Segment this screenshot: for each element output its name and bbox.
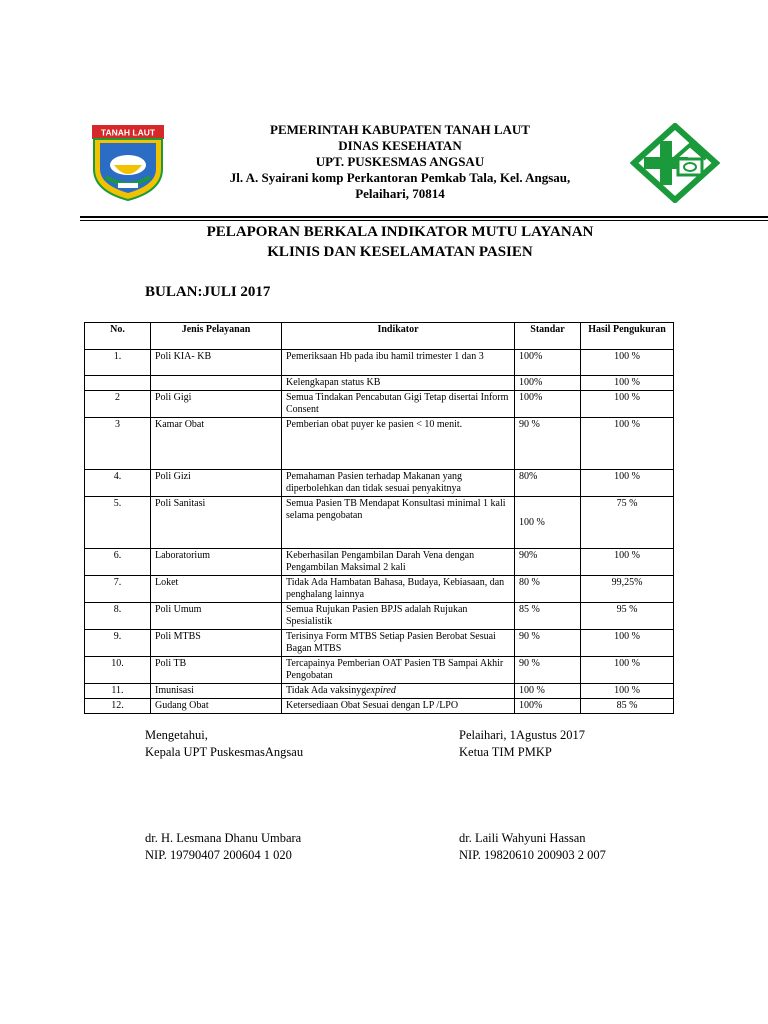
header-line-4: Jl. A. Syairani komp Perkantoran Pemkab Tala, Kel. Angsau, xyxy=(229,170,571,185)
table-row xyxy=(85,630,674,657)
cell-standar: 90 % xyxy=(515,657,581,684)
table-row xyxy=(85,699,674,714)
cell-standar: 90 % xyxy=(515,630,581,657)
cell-jenis: Poli TB xyxy=(151,657,282,684)
table-row xyxy=(85,657,674,684)
sig-right-line2: Ketua TIM PMKP xyxy=(459,745,552,759)
signature-right-name xyxy=(459,830,606,864)
header-line-3: UPT. PUSKESMAS ANGSAU xyxy=(315,154,485,169)
sig-right-line1: Pelaihari, 1Agustus 2017 xyxy=(459,728,586,742)
col-header-standar: Standar xyxy=(515,323,581,350)
cell-hasil: 99,25% xyxy=(581,576,674,603)
cell-jenis: Poli Umum xyxy=(151,603,282,630)
header-rule-thick xyxy=(80,216,768,218)
header-line-5: Pelaihari, 70814 xyxy=(355,186,445,201)
sig-right-name: dr. Laili Wahyuni Hassan xyxy=(459,831,586,845)
cell-no: 11. xyxy=(85,684,151,699)
cell-jenis: Poli MTBS xyxy=(151,630,282,657)
cell-jenis: Loket xyxy=(151,576,282,603)
cell-hasil: 100 % xyxy=(581,418,674,470)
cell-indikator: Terisinya Form MTBS Setiap Pasien Berobat Sesuai Bagan MTBS xyxy=(282,630,515,657)
cell-no xyxy=(85,376,151,391)
cell-standar: 100% xyxy=(515,376,581,391)
cell-jenis: Poli Sanitasi xyxy=(151,497,282,549)
cell-standar: 100% xyxy=(515,391,581,418)
title-line-2: KLINIS DAN KESELAMATAN PASIEN xyxy=(267,244,533,260)
cell-no: 3 xyxy=(85,418,151,470)
tanah-laut-emblem-icon xyxy=(92,125,164,201)
cell-no: 1. xyxy=(85,350,151,376)
cell-no: 12. xyxy=(85,699,151,714)
signature-left-header xyxy=(145,727,303,761)
signature-left-name xyxy=(145,830,301,864)
sig-left-name: dr. H. Lesmana Dhanu Umbara xyxy=(145,831,302,845)
puskesmas-logo-icon xyxy=(630,123,720,203)
cell-hasil: 100 % xyxy=(581,684,674,699)
sig-left-line2: Kepala UPT PuskesmasAngsau xyxy=(145,745,304,759)
cell-jenis: Kamar Obat xyxy=(151,418,282,470)
cell-no: 7. xyxy=(85,576,151,603)
cell-hasil: 100 % xyxy=(581,470,674,497)
col-header-jenis: Jenis Pelayanan xyxy=(151,323,282,350)
title-line-1: PELAPORAN BERKALA INDIKATOR MUTU LAYANAN xyxy=(206,224,594,240)
cell-hasil: 95 % xyxy=(581,603,674,630)
table-row xyxy=(85,684,674,699)
cell-jenis: Poli KIA- KB xyxy=(151,350,282,376)
document-title xyxy=(90,222,710,262)
table-row xyxy=(85,350,674,376)
cell-indikator: Pemeriksaan Hb pada ibu hamil trimester 1 dan 3 xyxy=(282,350,515,376)
cell-jenis xyxy=(151,376,282,391)
table-row xyxy=(85,391,674,418)
cell-indikator: Tidak Ada Hambatan Bahasa, Budaya, Kebiasaan, dan penghalang lainnya xyxy=(282,576,515,603)
header-line-2: DINAS KESEHATAN xyxy=(338,138,462,153)
cell-hasil: 100 % xyxy=(581,630,674,657)
cell-hasil: 85 % xyxy=(581,699,674,714)
col-header-indikator: Indikator xyxy=(282,323,515,350)
cell-jenis: Gudang Obat xyxy=(151,699,282,714)
cell-jenis: Poli Gizi xyxy=(151,470,282,497)
cell-standar: 100% xyxy=(515,699,581,714)
cell-no: 9. xyxy=(85,630,151,657)
indicator-table xyxy=(84,322,674,714)
cell-indikator: Semua Rujukan Pasien BPJS adalah Rujukan Spesialistik xyxy=(282,603,515,630)
cell-standar: 80 % xyxy=(515,576,581,603)
cell-hasil: 75 % xyxy=(581,497,674,549)
cell-standar: 100% xyxy=(515,350,581,376)
cell-indikator: Ketersediaan Obat Sesuai dengan LP /LPO xyxy=(282,699,515,714)
logo-text: TANAH LAUT xyxy=(100,127,156,138)
col-header-hasil: Hasil Pengukuran xyxy=(581,323,674,350)
header-line-1: PEMERINTAH KABUPATEN TANAH LAUT xyxy=(270,122,530,137)
letterhead xyxy=(170,122,630,202)
table-row xyxy=(85,376,674,391)
cell-jenis: Imunisasi xyxy=(151,684,282,699)
cell-indikator xyxy=(282,684,515,699)
cell-hasil: 100 % xyxy=(581,391,674,418)
cell-indikator: Tercapainya Pemberian OAT Pasien TB Sampai Akhir Pengobatan xyxy=(282,657,515,684)
cell-indikator: Pemberian obat puyer ke pasien < 10 menit. xyxy=(282,418,515,470)
cell-indikator: Kelengkapan status KB xyxy=(282,376,515,391)
cell-no: 10. xyxy=(85,657,151,684)
cell-hasil: 100 % xyxy=(581,549,674,576)
header-rule-thin xyxy=(80,220,768,221)
cell-no: 8. xyxy=(85,603,151,630)
table-row xyxy=(85,576,674,603)
cell-standar: 90% xyxy=(515,549,581,576)
cell-no: 2 xyxy=(85,391,151,418)
sig-left-line1: Mengetahui, xyxy=(145,728,208,742)
cell-indikator: Semua Pasien TB Mendapat Konsultasi minimal 1 kali selama pengobatan xyxy=(282,497,515,549)
cell-no: 5. xyxy=(85,497,151,549)
cell-standar: 80% xyxy=(515,470,581,497)
sig-right-nip: NIP. 19820610 200903 2 007 xyxy=(459,848,606,862)
table-row xyxy=(85,418,674,470)
cell-hasil: 100 % xyxy=(581,350,674,376)
cell-standar: 90 % xyxy=(515,418,581,470)
table-row xyxy=(85,549,674,576)
signature-right-header xyxy=(459,727,585,761)
cell-standar: 100 % xyxy=(515,497,581,549)
sig-left-nip: NIP. 19790407 200604 1 020 xyxy=(145,848,292,862)
cell-standar: 100 % xyxy=(515,684,581,699)
cell-hasil: 100 % xyxy=(581,376,674,391)
col-header-no: No. xyxy=(85,323,151,350)
table-row xyxy=(85,470,674,497)
report-month: BULAN:JULI 2017 xyxy=(145,284,271,300)
cell-indikator: Keberhasilan Pengambilan Darah Vena dengan Pengambilan Maksimal 2 kali xyxy=(282,549,515,576)
cell-standar: 85 % xyxy=(515,603,581,630)
cell-indikator-text: Tidak Ada vaksinyg xyxy=(286,685,367,696)
table-row xyxy=(85,497,674,549)
table-header-row xyxy=(85,323,674,350)
cell-no: 6. xyxy=(85,549,151,576)
table-row xyxy=(85,603,674,630)
cell-no: 4. xyxy=(85,470,151,497)
cell-jenis: Poli Gigi xyxy=(151,391,282,418)
cell-hasil: 100 % xyxy=(581,657,674,684)
cell-indikator-italic: expired xyxy=(366,685,396,696)
cell-jenis: Laboratorium xyxy=(151,549,282,576)
cell-indikator: Pemahaman Pasien terhadap Makanan yang diperbolehkan dan tidak sesuai penyakitnya xyxy=(282,470,515,497)
cell-indikator: Semua Tindakan Pencabutan Gigi Tetap disertai Inform Consent xyxy=(282,391,515,418)
